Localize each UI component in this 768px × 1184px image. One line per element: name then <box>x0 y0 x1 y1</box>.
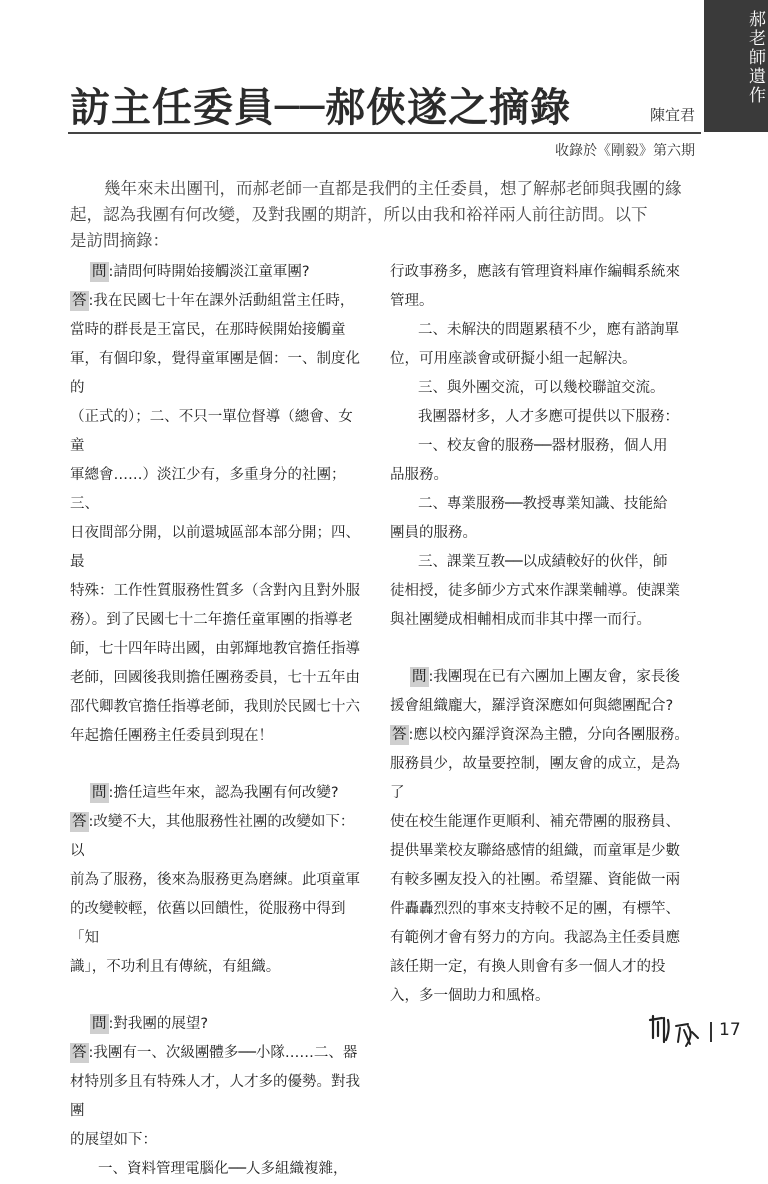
paragraph-gap <box>70 982 360 1010</box>
text-line <box>390 837 690 866</box>
line-text: 件轟轟烈烈的事來支持較不足的團，有標竿、 <box>390 901 680 917</box>
text-line <box>70 316 360 345</box>
text-line <box>70 258 360 287</box>
line-text: 徒相授，徒多師少方式來作課業輔導。使課業 <box>390 583 680 599</box>
text-line <box>390 287 690 316</box>
answer-label: 答 <box>72 814 87 830</box>
text-line <box>390 953 690 982</box>
line-text: :我在民國七十年在課外活動組當主任時， <box>88 293 355 309</box>
line-text: 一、校友會的服務──器材服務，個人用 <box>418 438 668 454</box>
line-text: 的展望如下： <box>70 1132 157 1148</box>
question-label: 問 <box>412 669 427 685</box>
line-text: 行政事務多，應該有管理資料庫作編輯系統來 <box>390 264 680 280</box>
intro-line: 是訪問摘錄： <box>70 231 169 250</box>
left-column <box>70 258 360 1184</box>
line-text: 當時的群長是王富民，在那時候開始接觸童 <box>70 322 346 338</box>
text-line <box>70 779 360 808</box>
line-text: 軍總會……）淡江少有，多重身分的社團；三、 <box>70 467 346 512</box>
line-text: 提供畢業校友聯絡感情的組織，而童軍是少數 <box>390 843 680 859</box>
intro-line: 幾年來未出團刊，而郝老師一直都是我們的主任委員，想了解郝老師與我團的緣 <box>104 179 682 198</box>
text-line <box>70 895 360 953</box>
text-line <box>70 577 360 606</box>
text-line <box>390 982 690 1011</box>
right-column <box>390 258 690 1011</box>
text-line <box>390 577 690 606</box>
line-text: 與社團變成相輔相成而非其中擇一而行。 <box>390 612 651 628</box>
line-text: 團員的服務。 <box>390 525 477 541</box>
paragraph-gap <box>390 635 690 663</box>
line-text: :我團有一、次級團體多──小隊……二、器 <box>88 1045 358 1061</box>
question-label: 問 <box>92 785 107 801</box>
line-text: 位，可用座談會或研擬小組一起解決。 <box>390 351 637 367</box>
question-label: 問 <box>92 1016 107 1032</box>
text-line <box>390 750 690 808</box>
line-text: :改變不大，其他服務性社團的改變如下：以 <box>70 814 355 859</box>
text-line <box>390 432 690 461</box>
line-text: :請問何時開始接觸淡江童軍團? <box>108 264 310 280</box>
text-line <box>390 374 690 403</box>
text-line <box>390 519 690 548</box>
text-line <box>70 403 360 461</box>
text-line <box>70 1155 360 1184</box>
text-line <box>390 461 690 490</box>
line-text: 服務員少，故量要控制，團友會的成立，是為了 <box>390 756 680 801</box>
line-text: :擔任這些年來，認為我團有何改變? <box>108 785 339 801</box>
text-line <box>70 808 360 866</box>
line-text: 的改變較輕，依舊以回饋性，從服務中得到「知 <box>70 901 346 946</box>
text-line <box>390 692 690 721</box>
text-line <box>390 258 690 287</box>
text-line <box>70 461 360 519</box>
side-section-tab <box>704 0 768 132</box>
page-number: 17 <box>719 1020 741 1040</box>
intro-line: 起，認為我團有何改變，及對我團的期許，所以由我和裕祥兩人前往訪問。以下 <box>70 205 648 224</box>
line-text: 入，多一個助力和風格。 <box>390 988 550 1004</box>
line-text: 日夜間部分開，以前還城區部本部分開；四、最 <box>70 525 360 570</box>
text-line <box>390 866 690 895</box>
line-text: 特殊：工作性質服務性質多（含對內且對外服 <box>70 583 360 599</box>
text-line <box>70 1126 360 1155</box>
line-text: 老師，回國後我則擔任團務委員，七十五年由 <box>70 670 360 686</box>
answer-label: 答 <box>392 727 407 743</box>
line-text: 使在校生能運作更順利、補充帶團的服務員、 <box>390 814 680 830</box>
line-text: 邵代卿教官擔任指導老師，我則於民國七十六 <box>70 699 360 715</box>
text-line <box>70 664 360 693</box>
line-text: 軍，有個印象，覺得童軍團是個：一、制度化的 <box>70 351 360 396</box>
text-line <box>70 519 360 577</box>
text-line <box>70 953 360 982</box>
paragraph-gap <box>70 751 360 779</box>
line-text: 師，七十四年時出國，由郭輝地教官擔任指導 <box>70 641 360 657</box>
question-label: 問 <box>92 264 107 280</box>
text-line <box>390 895 690 924</box>
text-line <box>390 606 690 635</box>
text-line <box>390 316 690 345</box>
journal-logo <box>644 1012 702 1050</box>
intro-paragraph <box>70 176 700 254</box>
text-line <box>70 1068 360 1126</box>
text-line <box>390 548 690 577</box>
line-text: 有較多團友投入的社團。希望羅、資能做一兩 <box>390 872 680 888</box>
text-line <box>70 1039 360 1068</box>
line-text: :我團現在已有六團加上團友會，家長後 <box>428 669 680 685</box>
line-text: 有範例才會有努力的方向。我認為主任委員應 <box>390 930 680 946</box>
line-text: 我團器材多，人才多應可提供以下服務： <box>418 409 679 425</box>
line-text: :對我團的展望? <box>108 1016 209 1032</box>
line-text: 二、未解決的問題累積不少，應有諮詢單 <box>418 322 679 338</box>
line-text: 前為了服務，後來為服務更為磨練。此項童軍 <box>70 872 360 888</box>
footer-divider <box>710 1022 712 1042</box>
line-text: 品服務。 <box>390 467 448 483</box>
title-divider <box>68 132 701 134</box>
line-text: 識」，不功利且有傳統，有組織。 <box>70 959 281 975</box>
line-text: :應以校內羅浮資深為主體，分向各團服務。 <box>408 727 689 743</box>
text-line <box>70 693 360 722</box>
line-text: 援會組織龐大，羅浮資深應如何與總團配合? <box>390 698 674 714</box>
text-line <box>390 345 690 374</box>
line-text: 管理。 <box>390 293 434 309</box>
source-note: 收錄於《剛毅》第六期 <box>555 143 695 159</box>
text-line <box>70 722 360 751</box>
text-line <box>70 866 360 895</box>
text-line <box>70 606 360 635</box>
line-text: 一、資料管理電腦化──人多組織複雜， <box>98 1161 348 1177</box>
line-text: 該任期一定，有換人則會有多一個人才的投 <box>390 959 666 975</box>
line-text: 三、課業互教──以成績較好的伙伴，師 <box>418 554 668 570</box>
text-line <box>70 287 360 316</box>
page-title: 訪主任委員──郝俠遂之摘錄 <box>70 84 572 131</box>
text-line <box>390 663 690 692</box>
text-line <box>70 635 360 664</box>
side-tab-label: 郝老師遺作 <box>745 10 765 105</box>
text-line <box>390 808 690 837</box>
text-line <box>390 490 690 519</box>
text-line <box>390 721 690 750</box>
line-text: （正式的）；二、不只一單位督導（總會、女童 <box>70 409 353 454</box>
line-text: 三、與外團交流，可以幾校聯誼交流。 <box>418 380 665 396</box>
text-line <box>390 924 690 953</box>
author-name: 陳宜君 <box>649 106 695 124</box>
answer-label: 答 <box>72 293 87 309</box>
text-line <box>70 345 360 403</box>
line-text: 務）。到了民國七十二年擔任童軍團的指導老 <box>70 612 353 628</box>
answer-label: 答 <box>72 1045 87 1061</box>
line-text: 年起擔任團務主任委員到現在！ <box>70 728 273 744</box>
text-line <box>70 1010 360 1039</box>
text-line <box>390 403 690 432</box>
line-text: 材特別多且有特殊人才，人才多的優勢。對我團 <box>70 1074 360 1119</box>
line-text: 二、專業服務──教授專業知識、技能給 <box>418 496 668 512</box>
